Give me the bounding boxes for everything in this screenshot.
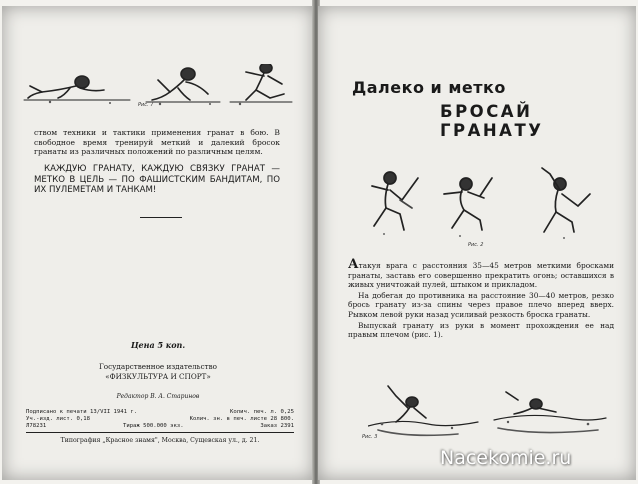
title-line2: БРОСАЙ ГРАНАТУ: [440, 102, 544, 140]
appeal-text: КАЖДУЮ ГРАНАТУ, КАЖДУЮ СВЯЗКУ ГРАНАТ — МЕТКО В ЦЕЛЬ — ПО ФАШИСТСКИМ БАНДИТАМ, ПО ИХ ПУЛЕМЕТАМ И ТАНКАМ!: [34, 164, 280, 195]
throwing-sequence-figure: [364, 164, 600, 244]
publisher-line1: Государственное издательство: [99, 362, 217, 371]
editor-credit: Редактор В. А. Старинов: [116, 393, 200, 400]
imprint-right: Колич. зн. в печ. листе 28 800.: [189, 416, 294, 423]
imprint-right: Колич. печ. л. 0,25: [230, 409, 294, 415]
imprint-divider: [26, 432, 294, 433]
publisher-block: [34, 362, 282, 381]
printing-house-line: Типография „Красное знамя", Москва, Сущевская ул., д. 21.: [60, 437, 260, 444]
figure-caption: Рис. 7: [138, 102, 154, 108]
paragraph1-text: такуя врага с расстояния 35—45 метров меткими бросками гранаты, заставь его совершенно прекратить огонь; оставшихся в живых уничтожай пулей, штыком и прикладом.: [348, 261, 614, 290]
imprint-row: [26, 423, 294, 430]
crawling-soldiers-figure: [20, 64, 295, 114]
right-page: [318, 6, 636, 480]
divider-rule: [140, 217, 182, 218]
instruction-text: [348, 257, 614, 341]
dropcap-letter: А: [348, 257, 359, 272]
trench-throw-figure: [368, 378, 608, 448]
paragraph: Выпускай гранату из руки в момент прохождения ее над правым плечом (рис. 1).: [348, 320, 614, 340]
paragraph: На добегая до противника на расстояние 30—40 метров, резко брось гранату из-за спины через правое плечо вперед вверх. Рывком левой руки назад усиливай резкость броска гранаты.: [348, 290, 614, 319]
publisher-line2: «ФИЗКУЛЬТУРА И СПОРТ»: [105, 371, 211, 381]
imprint-right: Заказ 2391: [260, 423, 294, 430]
figure-caption: Рис. 3: [362, 434, 378, 440]
imprint-left: Подписано к печати 13/VII 1941 г.: [26, 409, 138, 415]
paragraph: [348, 257, 614, 290]
imprint-left: Уч.-изд. лист. 0,18: [26, 416, 90, 423]
watermark-text: Nacekomie.ru: [440, 447, 572, 469]
left-page: [2, 6, 314, 480]
imprint-block: [26, 409, 294, 431]
imprint-left: Л78231: [26, 423, 47, 430]
imprint-row: [26, 416, 294, 423]
title-line1: Далеко и метко: [352, 78, 506, 97]
figure-caption: Рис. 2: [468, 242, 484, 248]
price-label: Цена 5 коп.: [130, 340, 186, 350]
imprint-row: [26, 409, 294, 416]
imprint-middle: Тираж 500.000 экз.: [122, 423, 184, 430]
body-paragraph: ством техники и тактики применения гранат в бою. В свободное время тренируй меткий и далекий бросок гранаты из различных положений по различным целям.: [34, 128, 280, 156]
